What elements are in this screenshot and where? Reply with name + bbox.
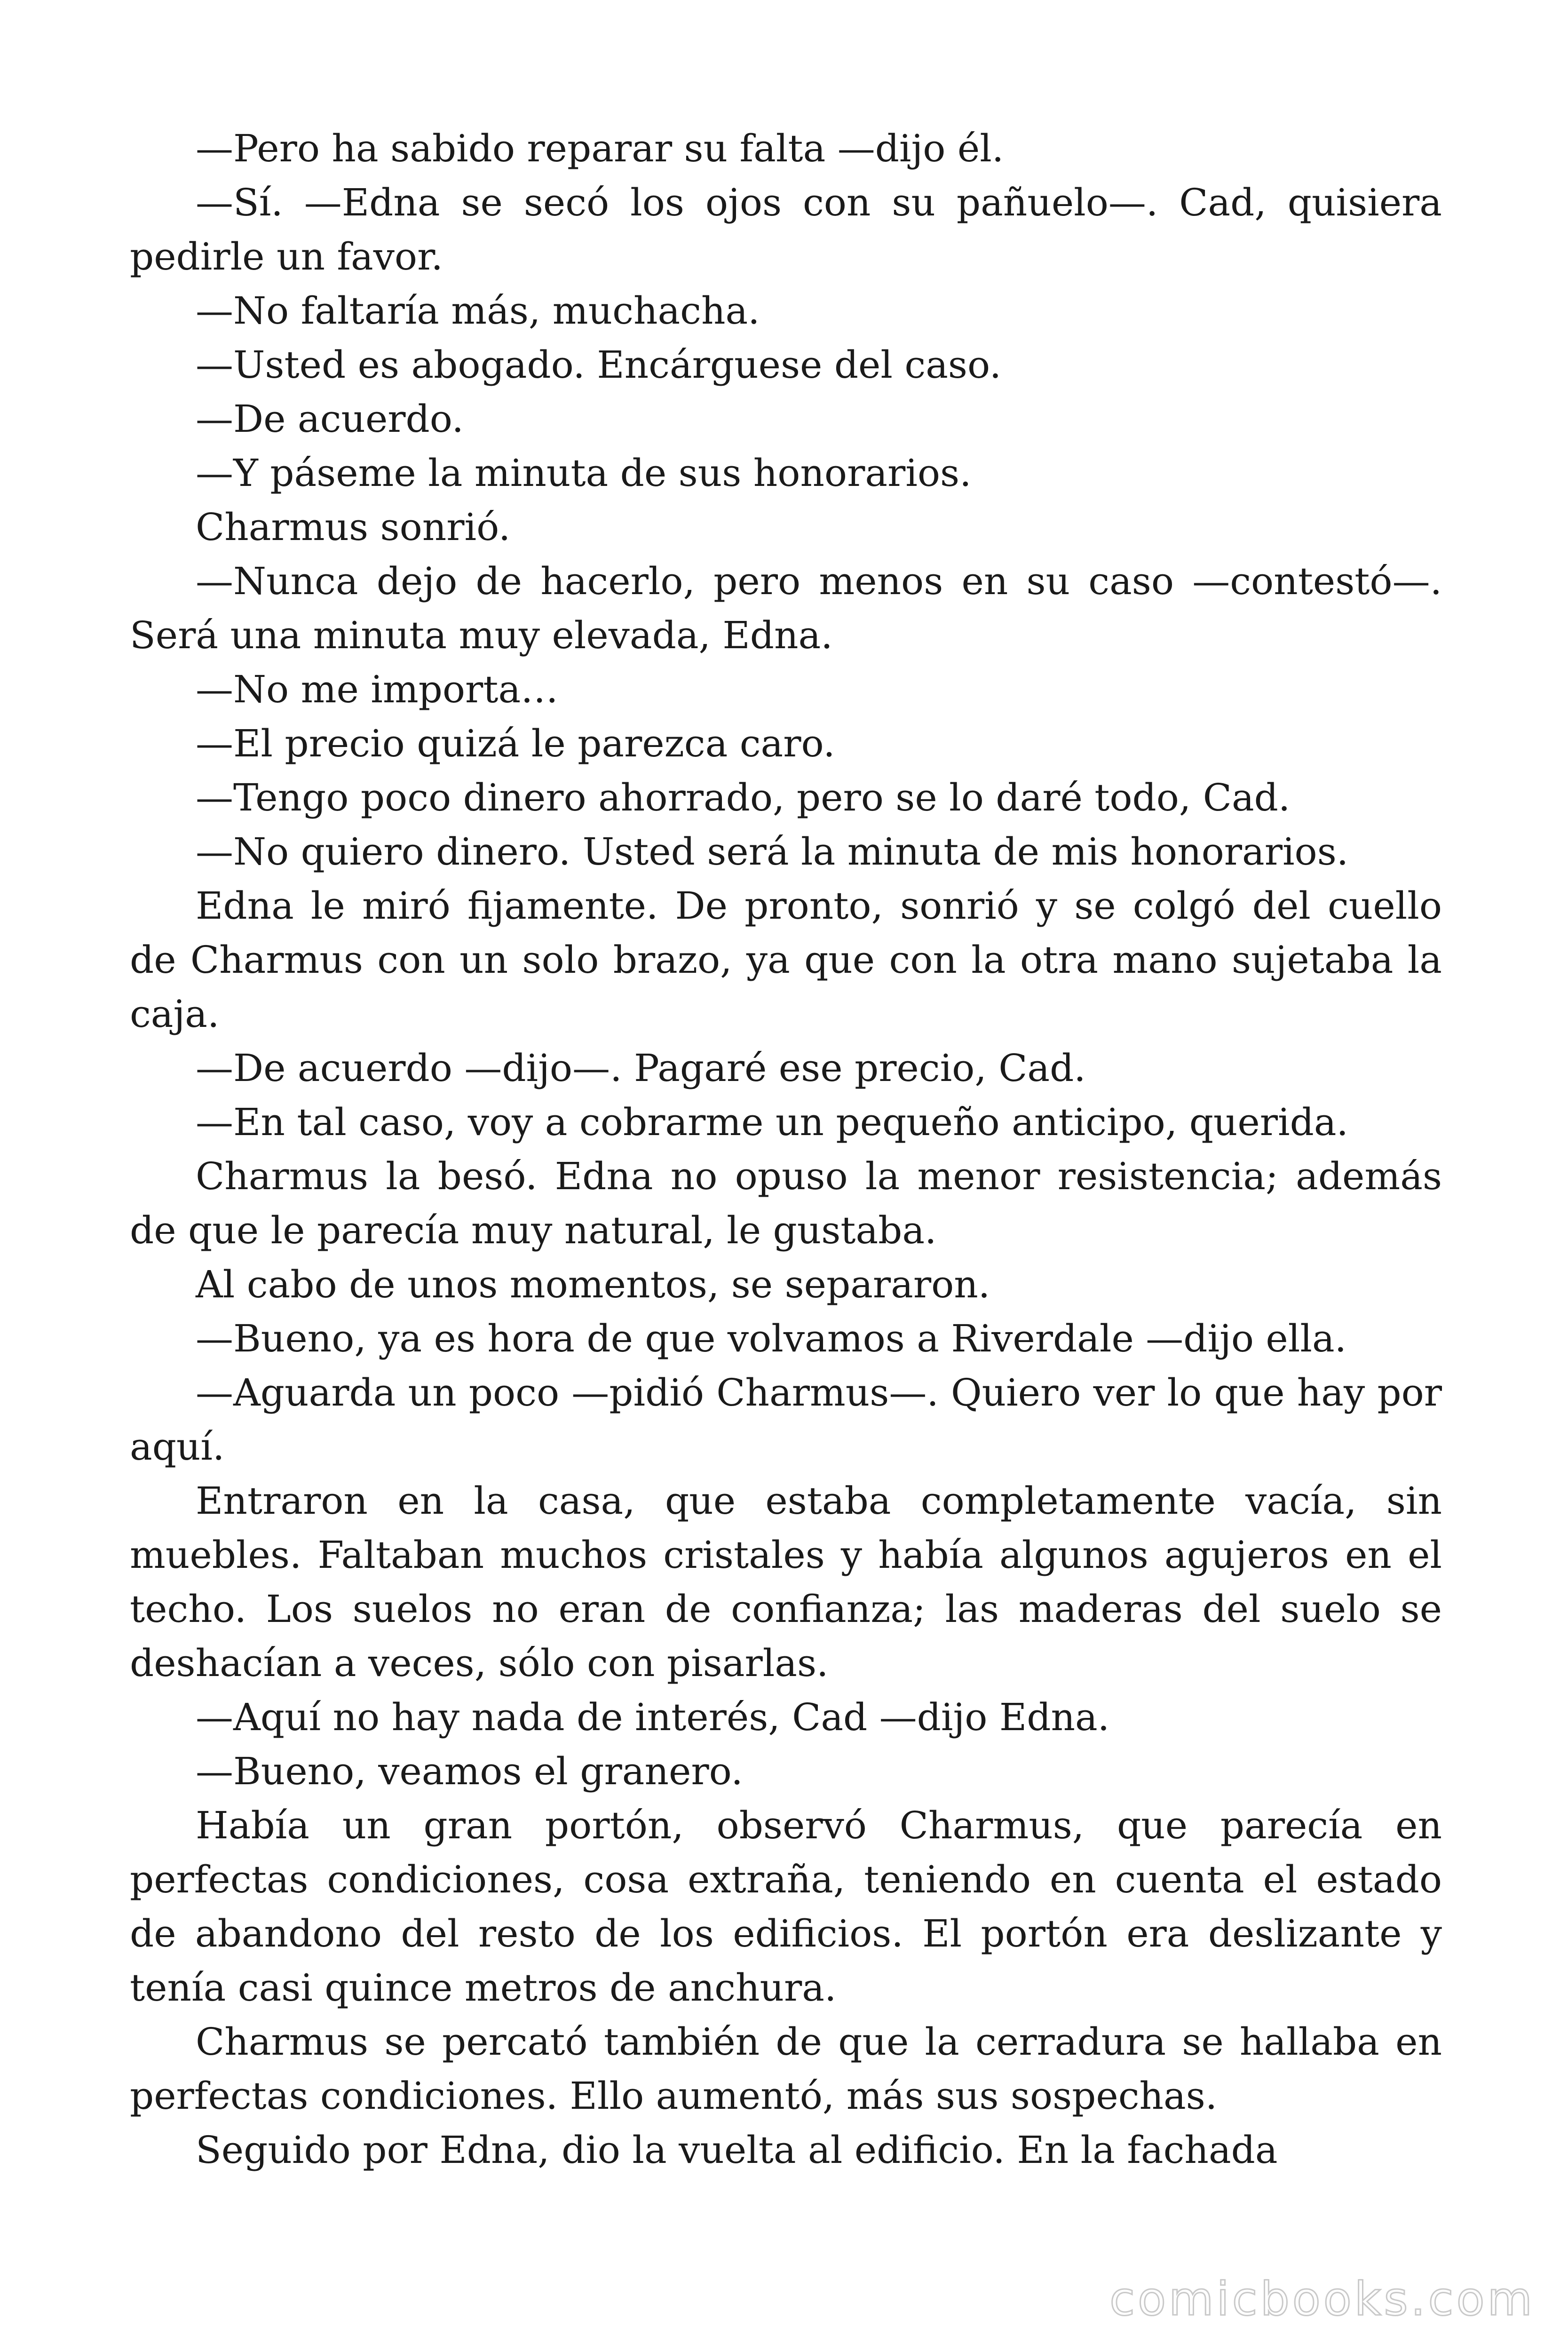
paragraph: Edna le miró fijamente. De pronto, sonrió y se colgó del cuello de Charmus con un solo brazo, ya que con la otra mano sujetaba la caja. xyxy=(130,884,1442,1036)
paragraph: —De acuerdo —dijo—. Pagaré ese precio, Cad. xyxy=(196,1046,1086,1090)
paragraph: —Aguarda un poco —pidió Charmus—. Quiero ver lo que hay por aquí. xyxy=(130,1371,1442,1469)
body-text xyxy=(130,121,1442,2177)
paragraph: —Sí. —Edna se secó los ojos con su pañuelo—. Cad, quisiera pedirle un favor. xyxy=(130,181,1442,278)
paragraph: —De acuerdo. xyxy=(196,397,464,441)
paragraph: —Y páseme la minuta de sus honorarios. xyxy=(196,451,972,495)
paragraph: Entraron en la casa, que estaba completamente vacía, sin muebles. Faltaban muchos cristales y había algunos agujeros en el techo. Los suelos no eran de confianza; las maderas del suelo se deshacían a veces, sólo con pisarlas. xyxy=(130,1479,1442,1685)
watermark: comicbooks.com xyxy=(1109,2273,1535,2326)
paragraph: Charmus sonrió. xyxy=(196,505,511,549)
paragraph: Charmus la besó. Edna no opuso la menor resistencia; además de que le parecía muy natural, le gustaba. xyxy=(130,1154,1442,1252)
paragraph: —Nunca dejo de hacerlo, pero menos en su caso —contestó—. Será una minuta muy elevada, Edna. xyxy=(130,559,1442,657)
paragraph: Al cabo de unos momentos, se separaron. xyxy=(196,1263,990,1306)
paragraph: Seguido por Edna, dio la vuelta al edificio. En la fachada xyxy=(196,2128,1278,2172)
paragraph: —Pero ha sabido reparar su falta —dijo él. xyxy=(196,127,1004,170)
paragraph: Había un gran portón, observó Charmus, que parecía en perfectas condiciones, cosa extraña, teniendo en cuenta el estado de abandono del resto de los edificios. El portón era deslizante y tenía casi quince metros de anchura. xyxy=(130,1804,1442,2010)
paragraph: —Bueno, veamos el granero. xyxy=(196,1749,743,1793)
paragraph: —No faltaría más, muchacha. xyxy=(196,289,760,333)
paragraph: —No quiero dinero. Usted será la minuta de mis honorarios. xyxy=(196,830,1349,874)
paragraph: —Tengo poco dinero ahorrado, pero se lo daré todo, Cad. xyxy=(196,776,1291,819)
paragraph: —Usted es abogado. Encárguese del caso. xyxy=(196,343,1002,387)
paragraph: —En tal caso, voy a cobrarme un pequeño anticipo, querida. xyxy=(196,1100,1348,1144)
paragraph: —No me importa… xyxy=(196,667,559,711)
paragraph: —El precio quizá le parezca caro. xyxy=(196,722,835,765)
paragraph: Charmus se percató también de que la cerradura se hallaba en perfectas condiciones. Ello aumentó, más sus sospechas. xyxy=(130,2020,1442,2118)
paragraph: —Aquí no hay nada de interés, Cad —dijo Edna. xyxy=(196,1695,1110,1739)
paragraph: —Bueno, ya es hora de que volvamos a Riverdale —dijo ella. xyxy=(196,1317,1347,1360)
